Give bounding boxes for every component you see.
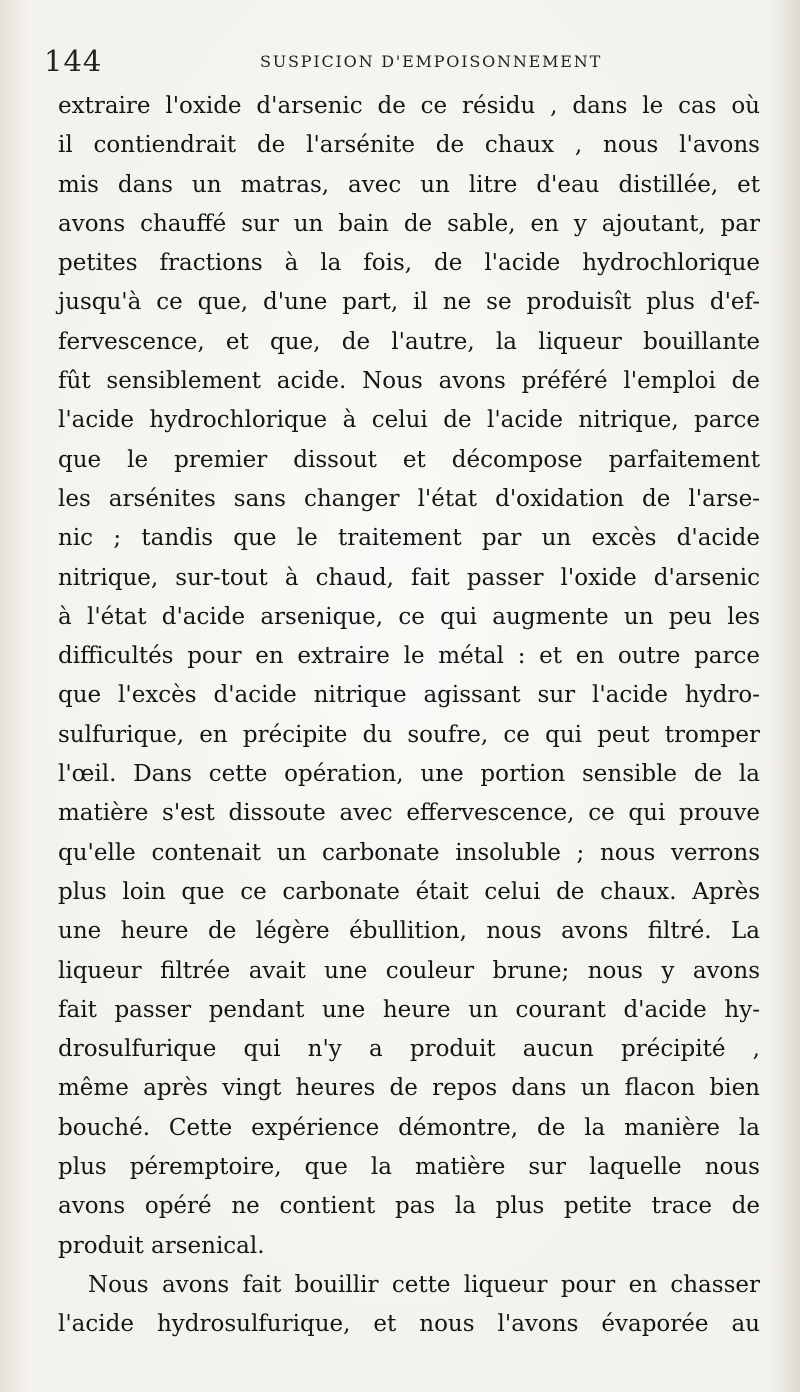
text-line: petites fractions à la fois, de l'acide hydrochlorique — [58, 250, 760, 277]
text-line: Nous avons fait bouillir cette liqueur pour en chasser — [88, 1271, 760, 1298]
text-line: avons chauffé sur un bain de sable, en y ajoutant, par — [58, 210, 760, 237]
text-line: qu'elle contenait un carbonate insoluble ; nous verrons — [58, 839, 760, 866]
text-line: mis dans un matras, avec un litre d'eau distillée, et — [58, 171, 760, 198]
text-line: que l'excès d'acide nitrique agissant sur l'acide hydro- — [58, 682, 760, 709]
text-line: nic ; tandis que le traitement par un excès d'acide — [58, 525, 760, 552]
text-line: il contiendrait de l'arsénite de chaux , nous l'avons — [58, 132, 760, 159]
paragraph-1 — [58, 87, 760, 1266]
text-line: avons opéré ne contient pas la plus petite trace de — [58, 1193, 760, 1220]
page-number: 144 — [44, 44, 103, 78]
text-line: bouché. Cette expérience démontre, de la manière la — [58, 1114, 760, 1141]
text-line: plus loin que ce carbonate était celui de chaux. Après — [58, 878, 760, 905]
text-line: sulfurique, en précipite du soufre, ce qui peut tromper — [58, 721, 760, 748]
text-line: les arsénites sans changer l'état d'oxidation de l'arse- — [58, 485, 760, 512]
text-line: l'acide hydrochlorique à celui de l'acide nitrique, parce — [58, 407, 760, 434]
text-line: fût sensiblement acide. Nous avons préféré l'emploi de — [58, 368, 760, 395]
text-line: liqueur filtrée avait une couleur brune; nous y avons — [58, 957, 760, 984]
text-line: nitrique, sur-tout à chaud, fait passer l'oxide d'arsenic — [58, 564, 760, 591]
text-line: difficultés pour en extraire le métal : et en outre parce — [58, 643, 760, 670]
text-line: drosulfurique qui n'y a produit aucun précipité , — [58, 1036, 760, 1063]
text-line: l'œil. Dans cette opération, une portion sensible de la — [58, 761, 760, 788]
text-line: matière s'est dissoute avec effervescence, ce qui prouve — [58, 800, 760, 827]
text-line: même après vingt heures de repos dans un flacon bien — [58, 1075, 760, 1102]
body-text — [58, 87, 760, 1345]
text-line: que le premier dissout et décompose parfaitement — [58, 446, 760, 473]
text-line: fervescence, et que, de l'autre, la liqueur bouillante — [58, 328, 760, 355]
text-line: l'acide hydrosulfurique, et nous l'avons évaporée au — [58, 1311, 760, 1338]
text-line: fait passer pendant une heure un courant d'acide hy- — [58, 996, 760, 1023]
text-line: extraire l'oxide d'arsenic de ce résidu , dans le cas où — [58, 93, 760, 119]
text-line: une heure de légère ébullition, nous avons filtré. La — [58, 918, 760, 945]
text-line: produit arsenical. — [58, 1232, 265, 1259]
text-line: à l'état d'acide arsenique, ce qui augmente un peu les — [58, 603, 760, 630]
text-line: plus péremptoire, que la matière sur laquelle nous — [58, 1154, 760, 1181]
page-header — [44, 44, 760, 80]
paragraph-2 — [58, 1266, 760, 1345]
running-title: SUSPICION D'EMPOISONNEMENT — [260, 52, 603, 71]
text-line: jusqu'à ce que, d'une part, il ne se produisît plus d'ef- — [58, 289, 760, 316]
